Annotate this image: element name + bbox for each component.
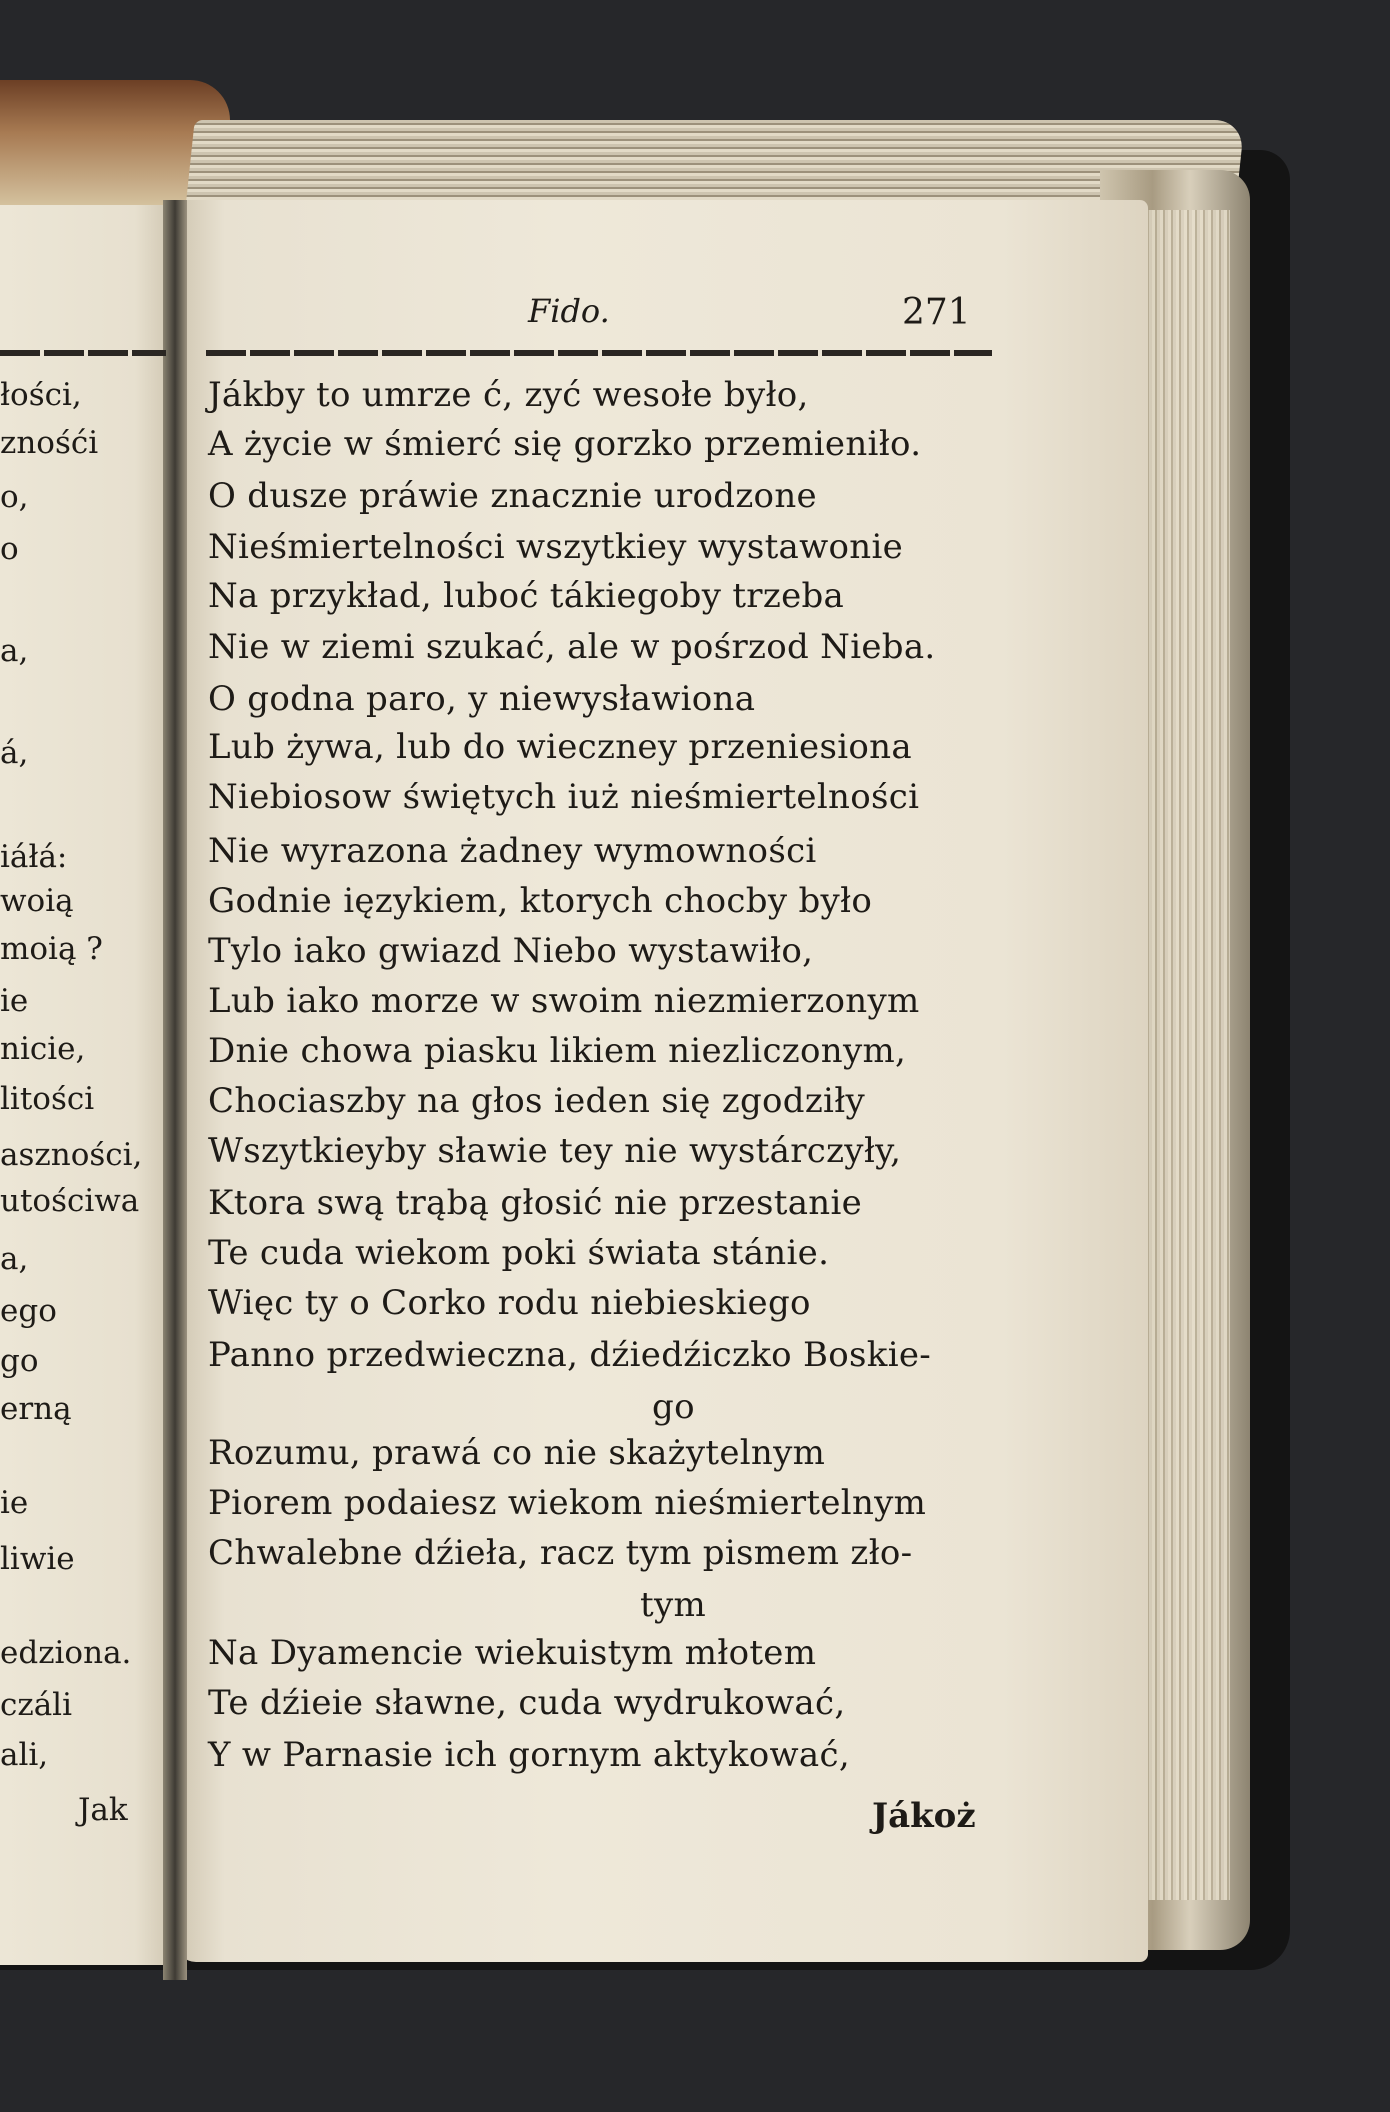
left-line: łości,: [0, 377, 82, 413]
poem-line: Tylo iako gwiazd Niebo wystawiło,: [208, 931, 814, 971]
left-line: litości: [0, 1081, 95, 1117]
left-line: o,: [0, 479, 29, 515]
poem-line: Chociaszby na głos ieden się zgodziły: [208, 1081, 866, 1121]
left-line: nicie,: [0, 1031, 86, 1067]
page-number: 271: [902, 292, 971, 333]
left-line: go: [0, 1343, 39, 1379]
poem-line: Jákby to umrze ć, zyć wesołe było,: [208, 375, 809, 415]
poem-line: Lub żywa, lub do wieczney przeniesiona: [208, 727, 912, 767]
poem-line: Lub iako morze w swoim niezmierzonym: [208, 981, 920, 1021]
left-line: woią: [0, 883, 74, 919]
left-line: aszności,: [0, 1137, 143, 1173]
poem-line: Na przykład, luboć tákiegoby trzeba: [208, 576, 845, 616]
poem-line: O dusze práwie znacznie urodzone: [208, 476, 817, 516]
poem-line: Te dźieie sławne, cuda wydrukować,: [208, 1683, 846, 1723]
poem-line: O godna paro, y niewysławiona: [208, 679, 756, 719]
left-line: ie: [0, 1485, 29, 1521]
left-line: liwie: [0, 1541, 75, 1577]
poem-line: Dnie chowa piasku likiem niezliczonym,: [208, 1031, 907, 1071]
poem-line: Rozumu, prawá co nie skażytelnym: [208, 1433, 826, 1473]
poem-line: tym: [640, 1585, 707, 1625]
poem-line: Nie wyrazona żadney wymowności: [208, 831, 817, 871]
left-line: erną: [0, 1391, 72, 1427]
poem-line: Te cuda wiekom poki świata stánie.: [208, 1233, 830, 1273]
left-line: a,: [0, 1241, 29, 1277]
left-line: á,: [0, 735, 29, 771]
poem-line: Nie w ziemi szukać, ale w pośrzod Nieba.: [208, 627, 936, 667]
poem-line: Wszytkieyby sławie tey nie wystárczyły,: [208, 1131, 902, 1171]
poem-line: Panno przedwieczna, dźiedźiczko Boskie-: [208, 1335, 932, 1375]
left-line: o: [0, 531, 19, 567]
right-catchword: Jákoż: [872, 1796, 976, 1836]
left-catchword: Jak: [78, 1792, 128, 1828]
running-head-title: Fido.: [528, 292, 610, 330]
left-line: utościwa: [0, 1183, 140, 1219]
header-rule: [206, 350, 992, 356]
poem-line: Ktora swą trąbą głosić nie przestanie: [208, 1183, 863, 1223]
poem-line: Godnie ięzykiem, ktorych chocby było: [208, 881, 873, 921]
poem-line: Niebiosow świętych iuż nieśmiertelności: [208, 777, 920, 817]
left-line: ie: [0, 983, 29, 1019]
poem-line: A życie w śmierć się gorzko przemieniło.: [208, 424, 922, 464]
left-line: a,: [0, 633, 29, 669]
page-edges-top: [185, 120, 1244, 210]
poem-line: Y w Parnasie ich gornym aktykować,: [208, 1735, 850, 1775]
left-line: iáłá:: [0, 839, 68, 875]
left-line: czáli: [0, 1687, 73, 1723]
poem-line: Na Dyamencie wiekuistym młotem: [208, 1633, 817, 1673]
left-line: ego: [0, 1293, 57, 1329]
left-line: znośći: [0, 425, 99, 461]
left-header-rule: [0, 350, 166, 356]
poem-line: go: [652, 1387, 695, 1427]
left-line: edziona.: [0, 1635, 132, 1671]
left-line: moią ?: [0, 931, 103, 967]
poem-line: Nieśmiertelności wszytkiey wystawonie: [208, 527, 904, 567]
left-line: ali,: [0, 1737, 49, 1773]
poem-line: Piorem podaiesz wiekom nieśmiertelnym: [208, 1483, 927, 1523]
poem-line: Więc ty o Corko rodu niebieskiego: [208, 1283, 811, 1323]
poem-line: Chwalebne dźieła, racz tym pismem zło-: [208, 1533, 913, 1573]
